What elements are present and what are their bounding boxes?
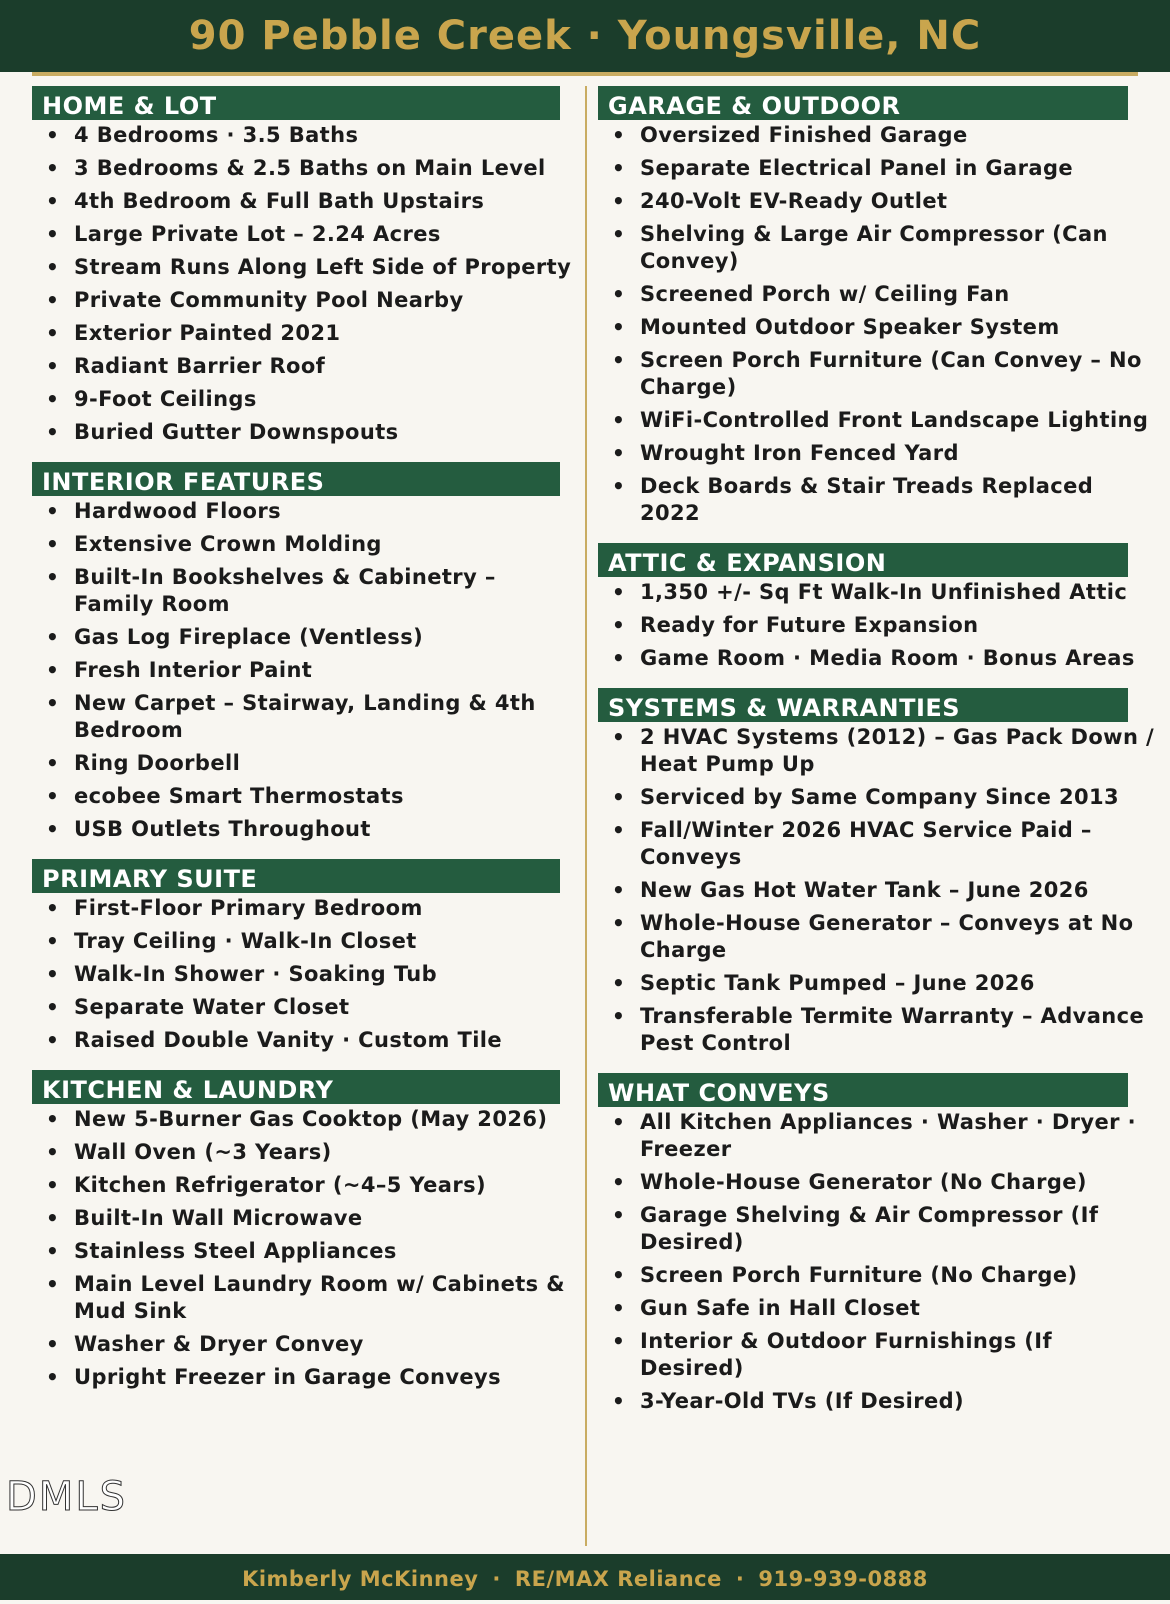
feature-list	[598, 1109, 1158, 1415]
header-bar	[0, 0, 1170, 72]
list-item: • Serviced by Same Company Since 2013	[598, 784, 1158, 811]
list-item: • Wall Oven (~3 Years)	[32, 1139, 578, 1166]
list-item: • Private Community Pool Nearby	[32, 287, 578, 314]
list-item: • Buried Gutter Downspouts	[32, 419, 578, 446]
footer-bar	[0, 1554, 1170, 1600]
list-item: • Walk-In Shower · Soaking Tub	[32, 961, 578, 988]
section-heading: INTERIOR FEATURES	[32, 462, 560, 496]
section-heading: WHAT CONVEYS	[598, 1073, 1128, 1107]
list-item: • 9-Foot Ceilings	[32, 386, 578, 413]
list-item: • Stream Runs Along Left Side of Property	[32, 254, 578, 281]
list-item: • Ring Doorbell	[32, 750, 578, 777]
list-item: • Tray Ceiling · Walk-In Closet	[32, 928, 578, 955]
section-heading: PRIMARY SUITE	[32, 859, 560, 893]
section-heading: SYSTEMS & WARRANTIES	[598, 688, 1128, 722]
list-item: • Stainless Steel Appliances	[32, 1238, 578, 1265]
list-item: • Fresh Interior Paint	[32, 657, 578, 684]
section-what-conveys	[598, 1073, 1158, 1415]
section-heading: GARAGE & OUTDOOR	[598, 86, 1128, 120]
feature-list	[32, 122, 578, 446]
list-item: • Screen Porch Furniture (Can Convey – No Charge)	[598, 347, 1158, 401]
list-item: • 4 Bedrooms · 3.5 Baths	[32, 122, 578, 149]
list-item: • 2 HVAC Systems (2012) – Gas Pack Down / Heat Pump Up	[598, 724, 1158, 778]
list-item: • Whole-House Generator (No Charge)	[598, 1169, 1158, 1196]
list-item: • 4th Bedroom & Full Bath Upstairs	[32, 188, 578, 215]
list-item: • Separate Electrical Panel in Garage	[598, 155, 1158, 182]
list-item: • Whole-House Generator – Conveys at No Charge	[598, 910, 1158, 964]
feature-list	[32, 895, 578, 1054]
list-item: • USB Outlets Throughout	[32, 816, 578, 843]
footer-contact	[0, 1554, 1170, 1600]
list-item: • Kitchen Refrigerator (~4–5 Years)	[32, 1172, 578, 1199]
list-item: • All Kitchen Appliances · Washer · Dryer · Freezer	[598, 1109, 1158, 1163]
list-item: • Wrought Iron Fenced Yard	[598, 440, 1158, 467]
list-item: • Exterior Painted 2021	[32, 320, 578, 347]
footer-phone: 919-939-0888	[758, 1567, 928, 1591]
list-item: • Hardwood Floors	[32, 498, 578, 525]
list-item: • Ready for Future Expansion	[598, 612, 1158, 639]
list-item: • 240-Volt EV-Ready Outlet	[598, 188, 1158, 215]
section-primary-suite	[32, 859, 578, 1054]
list-item: • Fall/Winter 2026 HVAC Service Paid – Conveys	[598, 817, 1158, 871]
list-item: • Screen Porch Furniture (No Charge)	[598, 1262, 1158, 1289]
list-item: • New Carpet – Stairway, Landing & 4th Bedroom	[32, 690, 578, 744]
feature-list	[598, 122, 1158, 527]
list-item: • Septic Tank Pumped – June 2026	[598, 970, 1158, 997]
list-item: • Game Room · Media Room · Bonus Areas	[598, 645, 1158, 672]
list-item: • Screened Porch w/ Ceiling Fan	[598, 281, 1158, 308]
list-item: • Built-In Wall Microwave	[32, 1205, 578, 1232]
section-kitchen-and-laundry	[32, 1070, 578, 1391]
list-item: • ecobee Smart Thermostats	[32, 783, 578, 810]
footer-separator: ·	[492, 1567, 501, 1591]
dmls-watermark-logo: DMLS	[6, 1474, 127, 1520]
feature-list	[32, 1106, 578, 1391]
section-heading: KITCHEN & LAUNDRY	[32, 1070, 560, 1104]
list-item: • Upright Freezer in Garage Conveys	[32, 1364, 578, 1391]
feature-list	[598, 724, 1158, 1057]
section-systems-and-warranties	[598, 688, 1158, 1057]
list-item: • Main Level Laundry Room w/ Cabinets & Mud Sink	[32, 1271, 578, 1325]
section-attic-and-expansion	[598, 543, 1158, 672]
section-heading: HOME & LOT	[32, 86, 560, 120]
list-item: • Washer & Dryer Convey	[32, 1331, 578, 1358]
list-item: • Transferable Termite Warranty – Advance Pest Control	[598, 1003, 1158, 1057]
list-item: • Garage Shelving & Air Compressor (If Desired)	[598, 1202, 1158, 1256]
feature-list	[598, 579, 1158, 672]
list-item: • Deck Boards & Stair Treads Replaced 2022	[598, 473, 1158, 527]
footer-brokerage: RE/MAX Reliance	[514, 1567, 722, 1591]
left-column	[32, 86, 578, 1407]
list-item: • WiFi-Controlled Front Landscape Lighting	[598, 407, 1158, 434]
section-interior-features	[32, 462, 578, 843]
list-item: • New 5-Burner Gas Cooktop (May 2026)	[32, 1106, 578, 1133]
feature-list	[32, 498, 578, 843]
list-item: • Raised Double Vanity · Custom Tile	[32, 1027, 578, 1054]
gold-rule	[32, 72, 1138, 76]
section-garage-and-outdoor	[598, 86, 1158, 527]
list-item: • Mounted Outdoor Speaker System	[598, 314, 1158, 341]
section-heading: ATTIC & EXPANSION	[598, 543, 1128, 577]
column-divider	[585, 86, 587, 1546]
list-item: • Gun Safe in Hall Closet	[598, 1295, 1158, 1322]
list-item: • Large Private Lot – 2.24 Acres	[32, 221, 578, 248]
list-item: • 3-Year-Old TVs (If Desired)	[598, 1388, 1158, 1415]
list-item: • 1,350 +/- Sq Ft Walk-In Unfinished Attic	[598, 579, 1158, 606]
right-column	[598, 86, 1158, 1431]
list-item: • Oversized Finished Garage	[598, 122, 1158, 149]
list-item: • Interior & Outdoor Furnishings (If Desired)	[598, 1328, 1158, 1382]
list-item: • New Gas Hot Water Tank – June 2026	[598, 877, 1158, 904]
list-item: • Shelving & Large Air Compressor (Can Convey)	[598, 221, 1158, 275]
list-item: • Built-In Bookshelves & Cabinetry – Family Room	[32, 564, 578, 618]
footer-separator: ·	[735, 1567, 745, 1591]
page-title: 90 Pebble Creek · Youngsville, NC	[188, 13, 982, 59]
list-item: • First-Floor Primary Bedroom	[32, 895, 578, 922]
list-item: • Separate Water Closet	[32, 994, 578, 1021]
list-item: • Radiant Barrier Roof	[32, 353, 578, 380]
list-item: • Gas Log Fireplace (Ventless)	[32, 624, 578, 651]
list-item: • Extensive Crown Molding	[32, 531, 578, 558]
section-home-and-lot	[32, 86, 578, 446]
list-item: • 3 Bedrooms & 2.5 Baths on Main Level	[32, 155, 578, 182]
footer-agent: Kimberly McKinney	[242, 1567, 479, 1591]
